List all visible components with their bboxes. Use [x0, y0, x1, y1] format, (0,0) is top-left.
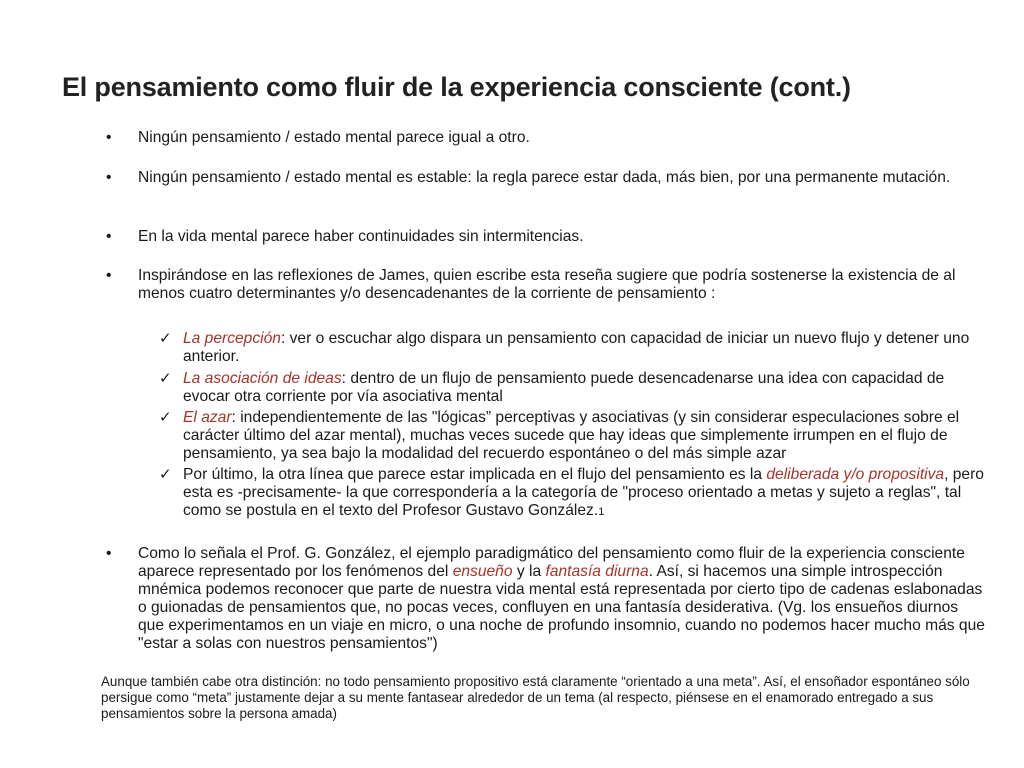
check-icon: ✓: [159, 370, 172, 387]
check-icon: ✓: [159, 330, 172, 347]
determinant-term: El azar: [183, 409, 232, 426]
bullet-marker: •: [106, 267, 112, 284]
footnote: Aunque también cabe otra distinción: no todo pensamiento propositivo está claramente “orientado a una meta”. Así, el ensoñador espontáneo sólo persigue como “meta” justamente dejar a su mente fantasear alrededor de un tema (al respecto, piénsese en el enamorado entregado a sus pensamientos sobre la persona amada): [101, 674, 970, 721]
determinant-text: : dentro de un flujo de pensamiento puede desencadenarse una idea con capacidad de evocar otra corriente por vía asociativa mental: [183, 370, 945, 405]
determinant-term: La asociación de ideas: [183, 370, 342, 387]
bullet-text: En la vida mental parece haber continuidades sin intermitencias.: [138, 228, 584, 245]
bullet-item: [106, 545, 988, 653]
determinant-text: , pero esta es -precisamente- la que correspondería a la categoría de "proceso orientado a metas y sujeto a reglas", tal como se postula en el texto del Profesor Gustavo González.: [183, 466, 984, 519]
sub-bullet-item: [159, 330, 993, 366]
sub-bullet-item: [159, 466, 993, 521]
determinant-term: La percepción: [183, 330, 281, 347]
bullet-text: Ningún pensamiento / estado mental es estable: la regla parece estar dada, más bien, por una permanente mutación.: [138, 169, 951, 186]
bullet-marker: •: [106, 228, 112, 245]
check-icon: ✓: [159, 466, 172, 483]
determinant-text: : ver o escuchar algo dispara un pensamiento con capacidad de iniciar un nuevo flujo y detener uno anterior.: [183, 330, 970, 365]
footnote-reference: 1: [598, 506, 605, 518]
bullet-text: . Así, si hacemos una simple introspección mnémica podemos reconocer que parte de nuestra vida mental está representada por cierto tipo de cadenas eslabonadas o guionadas de pensamientos que, no pocas veces, confluyen en una fantasía desiderativa. (Vg. los ensueños diurnos que experimentamos en un viaje en micro, o una noche de profundo insomnio, cuando no podemos hacer mucho más que "estar a solas con nuestros pensamientos"): [138, 563, 985, 652]
check-icon: ✓: [159, 409, 172, 426]
bullet-text: y la: [512, 563, 546, 580]
emphasis-term: fantasía diurna: [545, 563, 649, 580]
bullet-text: Inspirándose en las reflexiones de James, quien escribe esta reseña sugiere que podría sostenerse la existencia de al menos cuatro determinantes y/o desencadenantes de la corriente de pensamiento :: [138, 267, 956, 302]
determinant-text: Por último, la otra línea que parece estar implicada en el flujo del pensamiento es la: [183, 466, 767, 483]
bullet-marker: •: [106, 169, 112, 186]
bullet-item: [106, 169, 988, 187]
bullet-marker: •: [106, 545, 112, 562]
sub-bullet-item: [159, 409, 993, 463]
sub-bullet-item: [159, 370, 993, 406]
bullet-marker: •: [106, 129, 112, 146]
bullet-item: [106, 267, 988, 303]
determinant-text: : independientemente de las "lógicas” perceptivas y asociativas (y sin considerar especulaciones sobre el carácter último del azar mental), muchas veces sucede que hay ideas que simplemente irrumpen en el flujo de pensamiento, ya sea bajo la modalidad del recuerdo espontáneo o del más simple azar: [183, 409, 960, 462]
bullet-item: [106, 129, 988, 147]
bullet-text: Ningún pensamiento / estado mental parece igual a otro.: [138, 129, 530, 146]
bullet-text: Como lo señala el Prof. G. González, el ejemplo paradigmático del pensamiento como fluir de la experiencia consciente aparece representado por los fenómenos del: [138, 545, 965, 580]
emphasis-term: ensueño: [452, 563, 513, 580]
slide-title: El pensamiento como fluir de la experiencia consciente (cont.): [62, 72, 851, 102]
determinant-term: deliberada y/o propositiva: [766, 466, 945, 483]
bullet-item: [106, 228, 988, 246]
